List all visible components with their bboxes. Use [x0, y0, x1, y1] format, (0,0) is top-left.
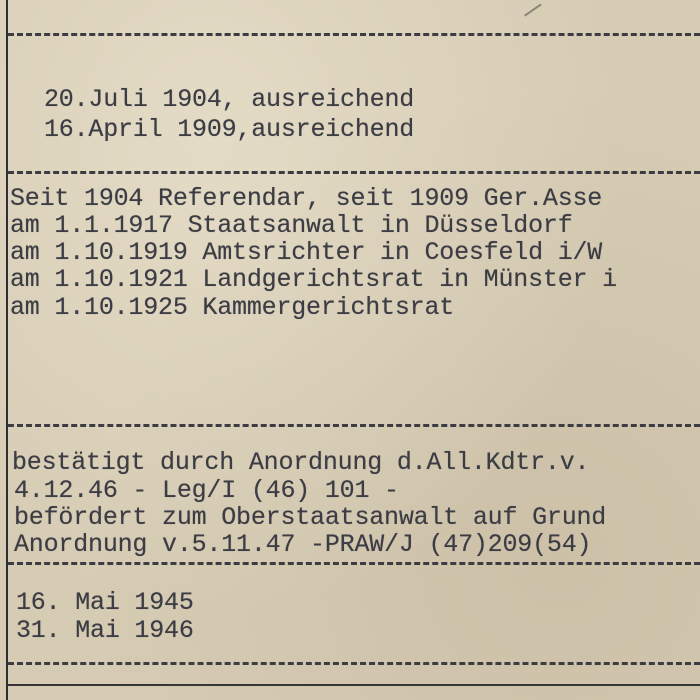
- exam-line-2: 16.April 1909,ausreichend: [44, 115, 415, 144]
- bottom-rule: [8, 684, 700, 686]
- exam-line-1: 20.Juli 1904, ausreichend: [44, 85, 415, 114]
- date-line-2: 31. Mai 1946: [16, 616, 194, 645]
- divider-exams-career: [8, 171, 700, 174]
- confirmation-line-4: Anordnung v.5.11.47 -PRAW/J (47)209(54): [14, 530, 592, 559]
- left-border-line: [6, 0, 8, 700]
- career-line-5: am 1.10.1925 Kammergerichtsrat: [10, 293, 455, 322]
- confirmation-line-3: befördert zum Oberstaatsanwalt auf Grund: [14, 503, 607, 532]
- divider-confirmation-dates: [8, 562, 700, 565]
- career-line-3: am 1.10.1919 Amtsrichter in Coesfeld i/W: [10, 238, 603, 267]
- confirmation-line-1: bestätigt durch Anordnung d.All.Kdtr.v.: [12, 448, 590, 477]
- divider-career-confirmation: [8, 424, 700, 427]
- divider-bottom: [8, 662, 700, 665]
- divider-top: [8, 33, 700, 36]
- career-line-1: Seit 1904 Referendar, seit 1909 Ger.Asse: [10, 184, 603, 213]
- confirmation-line-2: 4.12.46 - Leg/I (46) 101 -: [14, 476, 399, 505]
- date-line-1: 16. Mai 1945: [16, 588, 194, 617]
- career-line-2: am 1.1.1917 Staatsanwalt in Düsseldorf: [10, 211, 573, 240]
- career-line-4: am 1.10.1921 Landgerichtsrat in Münster i: [10, 265, 617, 294]
